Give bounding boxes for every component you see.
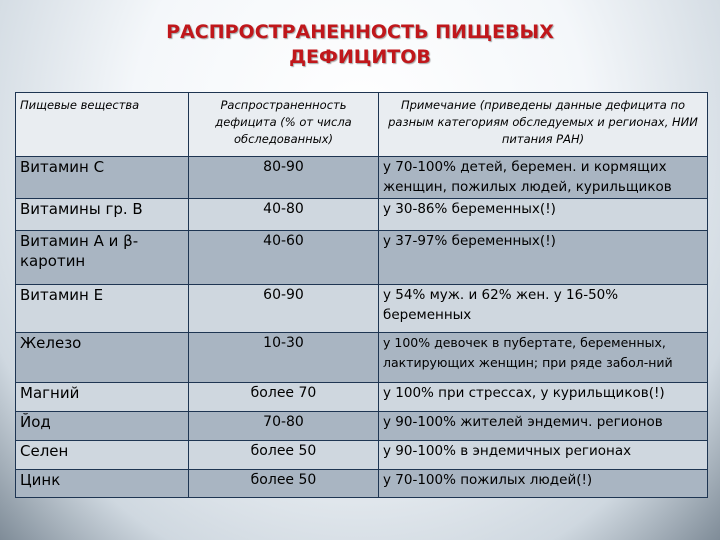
cell-substance: Витамины гр. В	[16, 199, 189, 231]
cell-substance: Магний	[16, 383, 189, 412]
cell-substance: Витамин Е	[16, 285, 189, 333]
deficiency-table	[15, 92, 708, 498]
cell-prevalence: 80-90	[189, 157, 379, 199]
table-header-row	[16, 93, 708, 157]
table-row	[16, 470, 708, 498]
cell-note: у 100% девочек в пубертате, беременных, лактирующих женщин; при ряде забол-ний	[379, 333, 708, 383]
table-row	[16, 383, 708, 412]
cell-substance: Витамин А и β-каротин	[16, 231, 189, 285]
cell-note: у 90-100% жителей эндемич. регионов	[379, 412, 708, 441]
table-row	[16, 157, 708, 199]
table-row	[16, 231, 708, 285]
cell-prevalence: более 70	[189, 383, 379, 412]
header-prevalence: Распространенность дефицита (% от числа обследованных)	[189, 93, 379, 157]
cell-substance: Цинк	[16, 470, 189, 498]
header-note: Примечание (приведены данные дефицита по разным категориям обследуемых и регионах, НИИ питания РАН)	[379, 93, 708, 157]
cell-substance: Селен	[16, 441, 189, 470]
header-substances: Пищевые вещества	[16, 93, 189, 157]
slide-title-line-2: ДЕФИЦИТОВ	[289, 46, 431, 68]
cell-note: у 70-100% детей, беремен. и кормящих женщин, пожилых людей, курильщиков	[379, 157, 708, 199]
table-row	[16, 199, 708, 231]
cell-substance: Витамин С	[16, 157, 189, 199]
slide-title	[0, 20, 720, 70]
cell-prevalence: 10-30	[189, 333, 379, 383]
cell-note: у 90-100% в эндемичных регионах	[379, 441, 708, 470]
cell-prevalence: 60-90	[189, 285, 379, 333]
cell-prevalence: более 50	[189, 470, 379, 498]
table-row	[16, 333, 708, 383]
cell-prevalence: 70-80	[189, 412, 379, 441]
cell-prevalence: более 50	[189, 441, 379, 470]
table-row	[16, 412, 708, 441]
cell-substance: Железо	[16, 333, 189, 383]
cell-prevalence: 40-80	[189, 199, 379, 231]
cell-substance: Йод	[16, 412, 189, 441]
slide-title-line-1: РАСПРОСТРАНЕННОСТЬ ПИЩЕВЫХ	[166, 21, 554, 43]
cell-note: у 100% при стрессах, у курильщиков(!)	[379, 383, 708, 412]
cell-note: у 54% муж. и 62% жен. у 16-50% беременных	[379, 285, 708, 333]
cell-note: у 30-86% беременных(!)	[379, 199, 708, 231]
cell-note: у 37-97% беременных(!)	[379, 231, 708, 285]
table-row	[16, 441, 708, 470]
table-row	[16, 285, 708, 333]
cell-prevalence: 40-60	[189, 231, 379, 285]
cell-note: у 70-100% пожилых людей(!)	[379, 470, 708, 498]
